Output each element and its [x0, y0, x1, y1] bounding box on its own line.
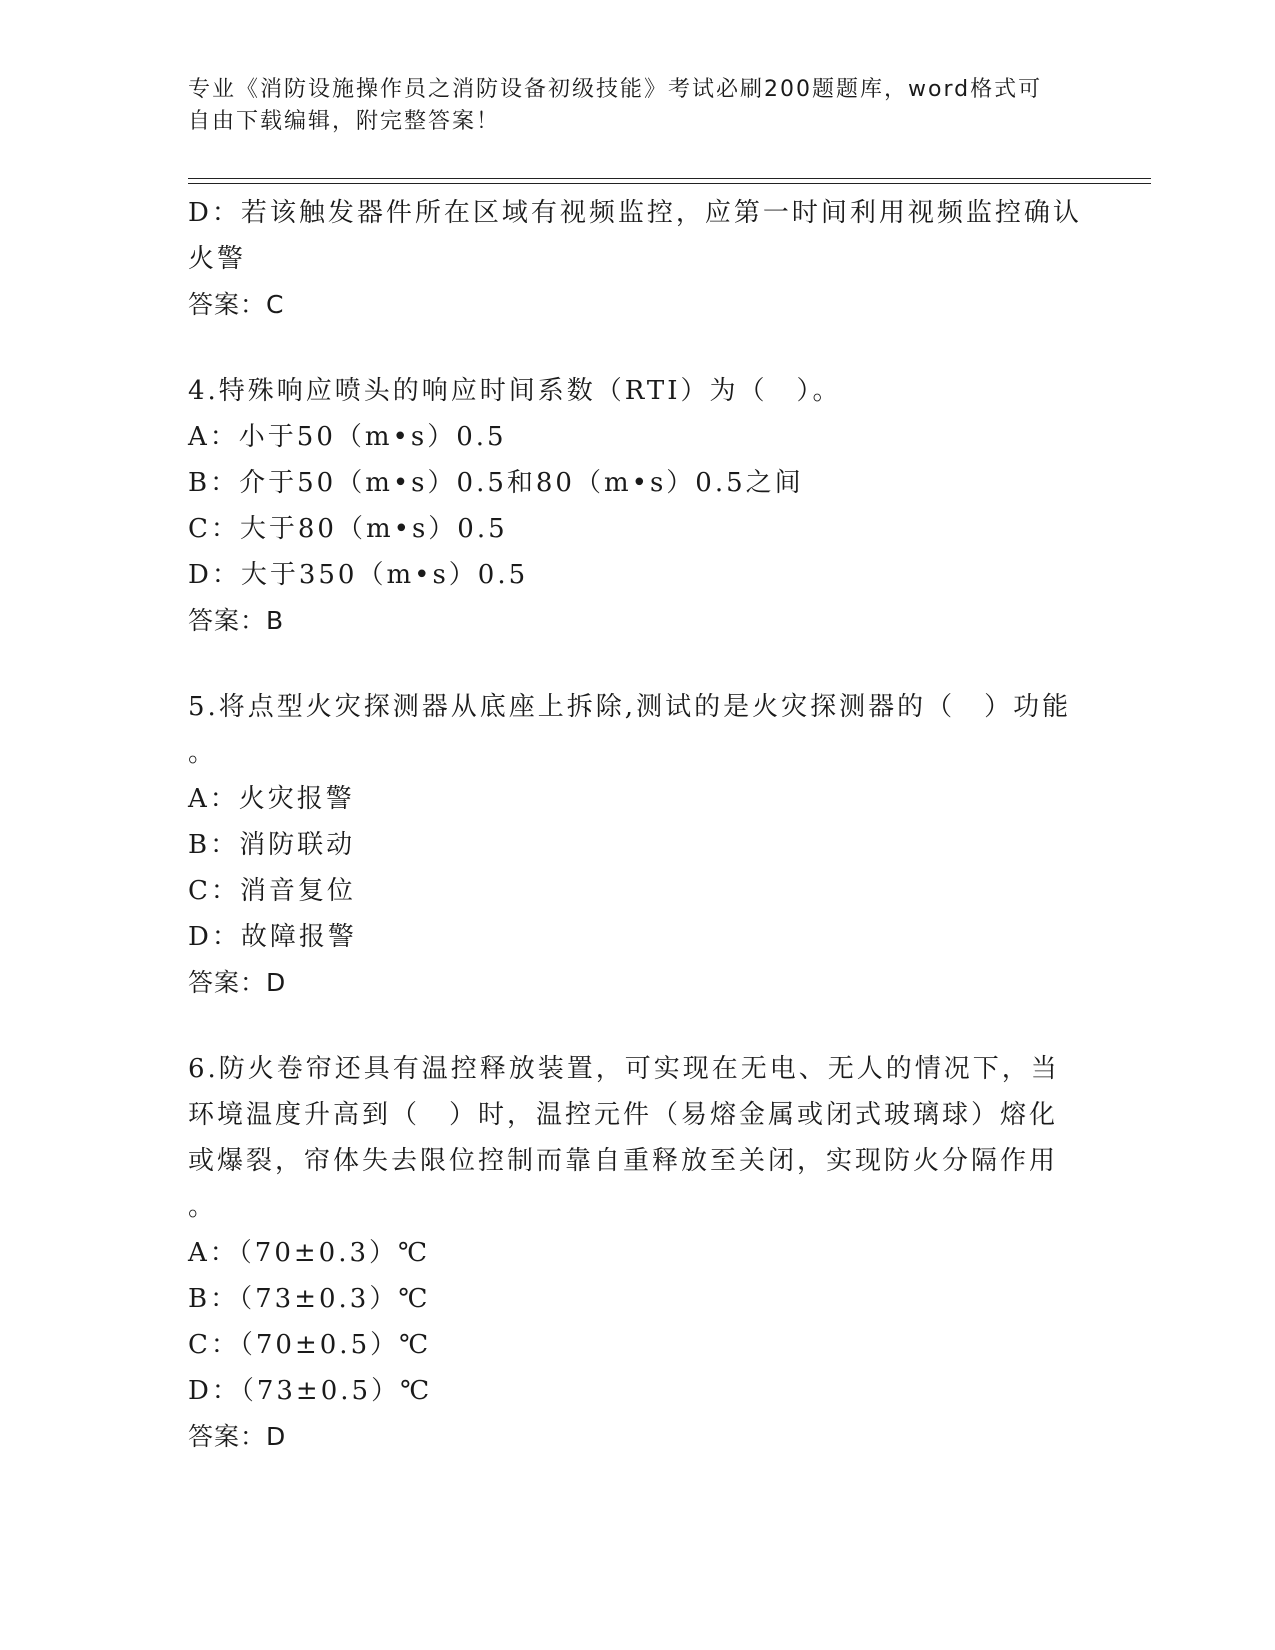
q6-stem-line-1: 6.防火卷帘还具有温控释放装置，可实现在无电、无人的情况下，当: [188, 1054, 1060, 1084]
q5-stem-line-2: 。: [188, 738, 218, 768]
q5-option-a: A：火灾报警: [188, 784, 355, 814]
q5-option-d: D：故障报警: [188, 922, 357, 952]
q4-option-c: C：大于80（m•s）0.5: [188, 514, 508, 544]
q4-option-b: B：介于50（m•s）0.5和80（m•s）0.5之间: [188, 468, 804, 498]
q5-stem-line-1: 5.将点型火灾探测器从底座上拆除,测试的是火灾探测器的（ ）功能: [188, 692, 1072, 722]
question-content: [188, 190, 1082, 1460]
q4-answer: 答案：B: [188, 606, 285, 635]
document-header: [188, 74, 1068, 138]
q5-option-c: C：消音复位: [188, 876, 356, 906]
q6-option-a: A：（70±0.3）℃: [188, 1238, 431, 1268]
q6-option-d: D：（73±0.5）℃: [188, 1376, 433, 1406]
q3-option-d-line-2: 火警: [188, 244, 247, 274]
header-divider-bottom: [188, 183, 1151, 184]
header-line-2: 自由下载编辑，附完整答案！: [188, 109, 501, 134]
q6-stem-line-3: 或爆裂，帘体失去限位控制而靠自重释放至关闭，实现防火分隔作用: [188, 1146, 1059, 1176]
question-4: [188, 368, 1068, 644]
q4-option-a: A：小于50（m•s）0.5: [188, 422, 507, 452]
q4-option-d: D：大于350（m•s）0.5: [188, 560, 529, 590]
q6-option-c: C：（70±0.5）℃: [188, 1330, 432, 1360]
question-3: [188, 190, 1082, 328]
q4-stem: 4.特殊响应喷头的响应时间系数（RTI）为（ ）。: [188, 376, 842, 406]
q6-stem-line-4: 。: [188, 1192, 218, 1222]
spacer: [188, 328, 1068, 368]
q6-option-b: B：（73±0.3）℃: [188, 1284, 431, 1314]
spacer: [188, 644, 1068, 684]
header-divider-top: [188, 178, 1151, 179]
question-6: [188, 1046, 1068, 1460]
q6-stem-line-2: 环境温度升高到（ ）时，温控元件（易熔金属或闭式玻璃球）熔化: [188, 1100, 1059, 1130]
spacer: [188, 1006, 1068, 1046]
q6-answer: 答案：D: [188, 1422, 287, 1451]
header-line-1: 专业《消防设施操作员之消防设备初级技能》考试必刷200题题库，word格式可: [188, 77, 1043, 102]
q5-answer: 答案：D: [188, 968, 287, 997]
q5-option-b: B：消防联动: [188, 830, 356, 860]
question-5: [188, 684, 1072, 1006]
q3-answer: 答案：C: [188, 290, 285, 319]
q3-option-d-line-1: D：若该触发器件所在区域有视频监控，应第一时间利用视频监控确认: [188, 198, 1082, 228]
